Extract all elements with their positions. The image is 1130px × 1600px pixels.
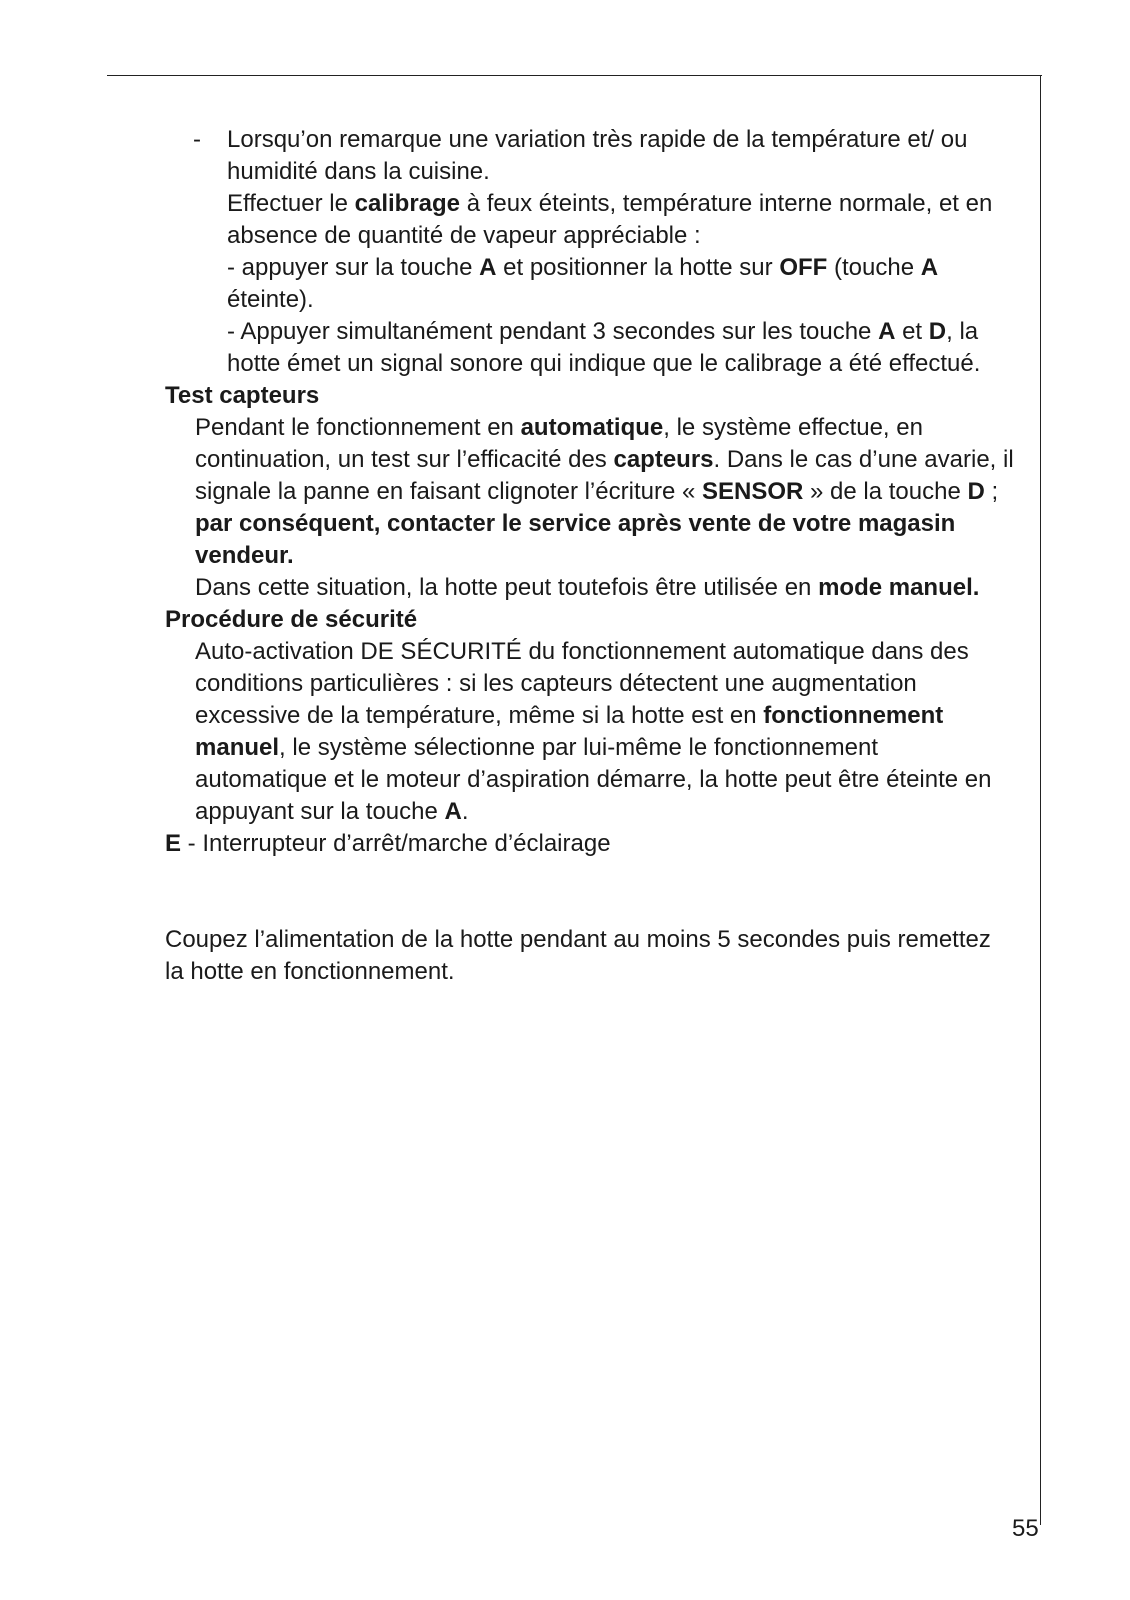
text-run: (touche: [827, 254, 921, 281]
page-number: 55: [1012, 1515, 1039, 1542]
bold-run: A: [920, 254, 939, 281]
bullet-text: Lorsqu’on remarque une variation très rapide de la température et/ ou humidité dans la cuisine.: [227, 126, 968, 185]
bold-run: A: [878, 318, 896, 345]
text-run: Dans cette situation, la hotte peut toutefois être utilisée en: [195, 574, 819, 601]
text-run: » de la touche: [803, 478, 968, 505]
bold-run: SENSOR: [701, 478, 804, 505]
text-run: ;: [984, 478, 999, 505]
sensor-test-paragraph: [165, 412, 1015, 572]
text-run: Pendant le fonctionnement en: [195, 414, 521, 441]
text-run: à feux éteints, température interne normale, et en absence de quantité de vapeur appréciable :: [227, 190, 993, 249]
top-rule: [107, 75, 1042, 76]
bold-run: capteurs: [613, 446, 714, 473]
safety-procedure-paragraph: [165, 636, 1015, 828]
bold-run: D: [928, 318, 947, 345]
bullet-dash: -: [193, 126, 201, 153]
heading-test-capteurs: Test capteurs: [165, 382, 320, 409]
page-content: [165, 124, 1015, 988]
text-run: et positionner la hotte sur: [496, 254, 780, 281]
text-run: Auto-activation DE SÉCURITÉ du fonctionnement automatique dans des conditions particulières : si les capteurs détectent une augmentation excessive de la température, même si la hotte est en: [195, 638, 969, 729]
calibration-step-1: [165, 252, 1015, 316]
text-run: , la hotte émet un signal sonore qui indique que le calibrage a été effectué.: [227, 318, 981, 377]
bold-run: automatique: [520, 414, 664, 441]
bold-run: mode manuel.: [818, 574, 980, 601]
text-run: . Dans le cas d’une avarie, il signale la panne en faisant clignoter l’écriture «: [195, 446, 1014, 505]
text-run: - appuyer sur la touche: [227, 254, 480, 281]
manual-mode-paragraph: [165, 572, 1015, 604]
item-text: - Interrupteur d’arrêt/marche d’éclairage: [181, 830, 611, 857]
text-run: et: [895, 318, 929, 345]
calibration-step-2: [165, 316, 1015, 380]
calibration-paragraph: [165, 188, 1015, 252]
item-letter: E: [165, 830, 182, 857]
item-e-light-switch: [165, 828, 1015, 860]
bold-run: D: [967, 478, 985, 505]
bold-run: A: [479, 254, 497, 281]
text-run: Effectuer le: [227, 190, 355, 217]
text-run: , le système sélectionne par lui-même le fonctionnement automatique et le moteur d’aspiration démarre, la hotte peut être éteinte en appuyant sur la touche: [195, 734, 992, 825]
text-run: - Appuyer simultanément pendant 3 secondes sur les touche: [227, 318, 879, 345]
text-run: .: [461, 798, 469, 825]
bold-run: calibrage: [354, 190, 461, 217]
bold-run: OFF: [779, 254, 828, 281]
bold-run: par conséquent, contacter le service après vente de votre magasin vendeur.: [195, 510, 956, 569]
bold-run: fonctionnement manuel: [195, 702, 944, 761]
bold-run: A: [444, 798, 462, 825]
text-run: éteinte).: [227, 286, 314, 313]
heading-procedure-securite: Procédure de sécurité: [165, 606, 418, 633]
reset-note: Coupez l’alimentation de la hotte pendant au moins 5 secondes puis remettez la hotte en fonctionnement.: [165, 926, 991, 985]
right-rule: [1040, 75, 1041, 1525]
text-run: , le système effectue, en continuation, un test sur l’efficacité des: [195, 414, 923, 473]
spacer: [165, 860, 1015, 924]
bullet-temperature-variation: [165, 124, 1015, 188]
